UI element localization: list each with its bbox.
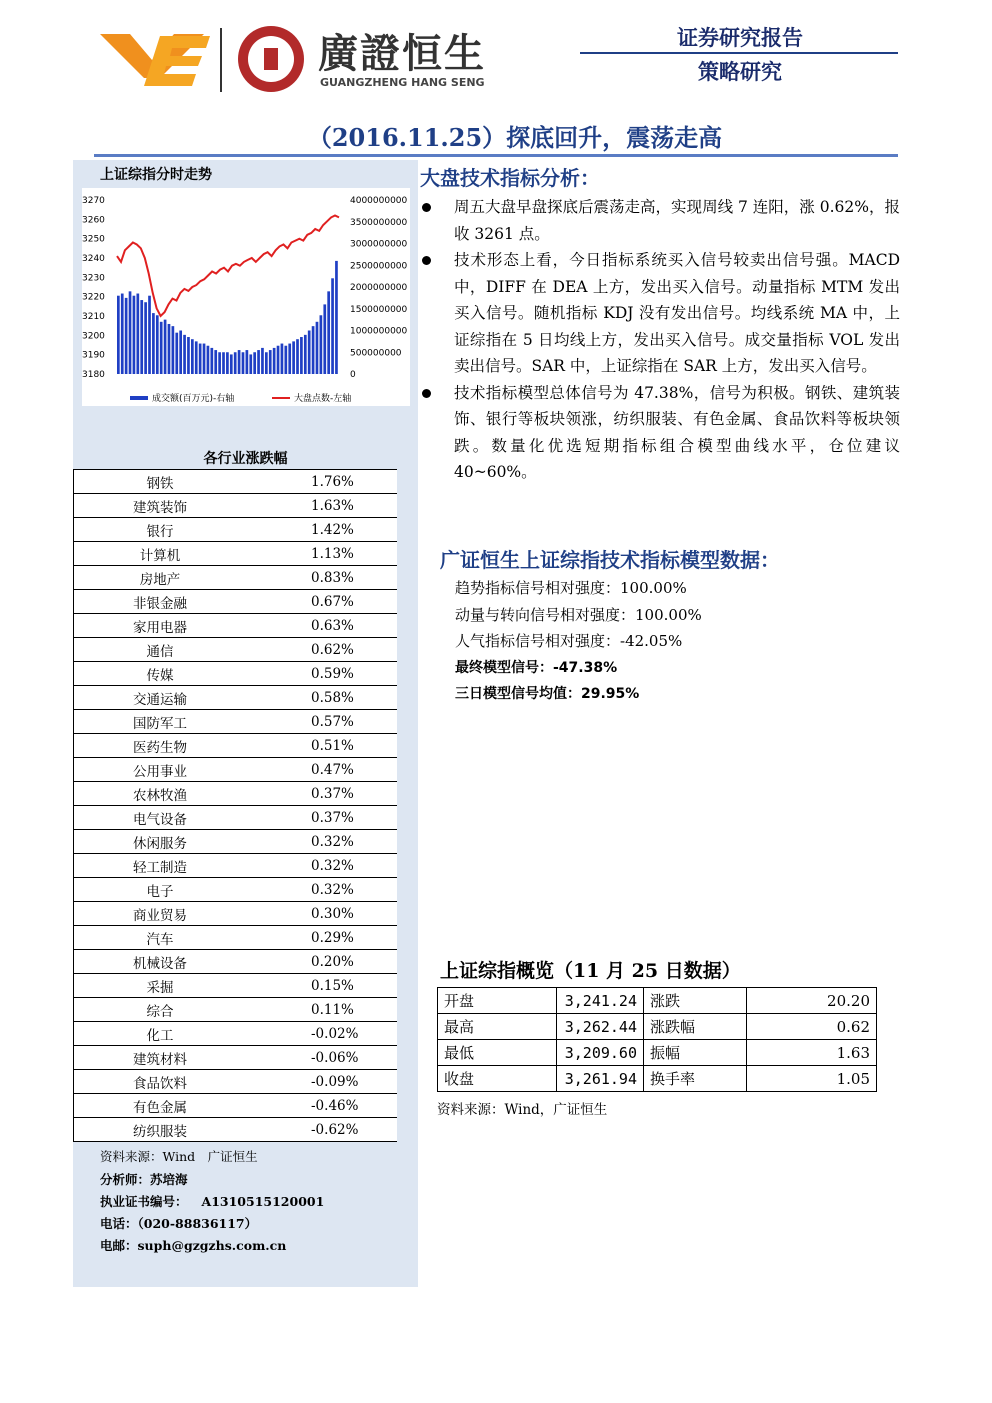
right-axis-tick-label: 4000000000 xyxy=(350,196,408,206)
volume-bar xyxy=(121,294,124,374)
industry-change: 0.58% xyxy=(246,686,397,710)
industry-change: 0.51% xyxy=(246,734,397,758)
volume-bar xyxy=(183,335,186,374)
volume-bar xyxy=(172,326,175,374)
volume-bar xyxy=(327,291,330,374)
table-row xyxy=(74,638,398,662)
overview-label: 最低 xyxy=(438,1040,557,1066)
volume-bar xyxy=(331,278,334,374)
industry-change: -0.62% xyxy=(246,1118,397,1142)
volume-bar xyxy=(308,331,311,375)
industry-name: 电子 xyxy=(74,878,247,902)
cert-line xyxy=(100,1192,324,1210)
volume-bar xyxy=(273,348,276,374)
cert-number: A1310515120001 xyxy=(201,1194,325,1209)
industry-name: 医药生物 xyxy=(74,734,247,758)
industry-change: 0.62% xyxy=(246,638,397,662)
table-row xyxy=(438,1014,877,1040)
volume-bar xyxy=(284,346,287,374)
header-divider xyxy=(580,52,898,54)
list-item xyxy=(418,194,900,247)
industry-name: 电气设备 xyxy=(74,806,247,830)
industry-name: 银行 xyxy=(74,518,247,542)
overview-value: 20.20 xyxy=(747,988,877,1014)
right-axis-tick-label: 0 xyxy=(350,370,356,380)
volume-bar xyxy=(133,296,136,374)
bullet-icon xyxy=(422,389,431,398)
industry-change: 0.83% xyxy=(246,566,397,590)
table-row xyxy=(74,1046,398,1070)
bullet-icon xyxy=(422,203,431,212)
table-row xyxy=(438,988,877,1014)
bullet-text: 周五大盘早盘探底后震荡走高，实现周线 7 连阳，涨 0.62%，报收 3261 点。 xyxy=(454,198,900,243)
volume-bar xyxy=(304,335,307,374)
table-row xyxy=(74,710,398,734)
volume-bar xyxy=(195,341,198,374)
ye-logo xyxy=(100,26,210,98)
table-row xyxy=(74,734,398,758)
table-row xyxy=(74,686,398,710)
industry-change: 1.13% xyxy=(246,542,397,566)
page-title: （2016.11.25）探底回升，震荡走高 xyxy=(307,123,723,152)
industry-change: 0.37% xyxy=(246,782,397,806)
table-row xyxy=(74,998,398,1022)
industry-name: 建筑装饰 xyxy=(74,494,247,518)
volume-bar xyxy=(265,352,268,374)
volume-bar xyxy=(230,354,233,374)
intraday-chart-svg xyxy=(82,188,410,406)
tech-analysis-list xyxy=(418,194,900,486)
left-axis-tick-label: 3230 xyxy=(82,273,105,284)
industry-name: 有色金属 xyxy=(74,1094,247,1118)
final-model-signal: 最终模型信号：-47.38% xyxy=(455,660,618,676)
report-type: 证券研究报告 xyxy=(677,26,803,50)
left-axis-tick-label: 3250 xyxy=(82,234,105,245)
overview-label: 开盘 xyxy=(438,988,557,1014)
industry-change: 0.57% xyxy=(246,710,397,734)
industry-name: 商业贸易 xyxy=(74,902,247,926)
phone-number: （020-88836117） xyxy=(137,1216,258,1231)
volume-bar xyxy=(164,320,167,374)
table-row xyxy=(74,758,398,782)
industry-change: 0.11% xyxy=(246,998,397,1022)
table-row xyxy=(74,830,398,854)
industry-name: 综合 xyxy=(74,998,247,1022)
industry-name: 建筑材料 xyxy=(74,1046,247,1070)
volume-bar xyxy=(281,344,284,374)
sidebar-source: 资料来源：Wind 广证恒生 xyxy=(100,1149,258,1164)
volume-bar xyxy=(214,350,217,374)
industry-name: 公用事业 xyxy=(74,758,247,782)
industry-change: -0.09% xyxy=(246,1070,397,1094)
volume-bar xyxy=(238,350,241,374)
table-row xyxy=(74,662,398,686)
report-category: 策略研究 xyxy=(698,60,782,84)
industry-change: 0.59% xyxy=(246,662,397,686)
email-label: 电邮： xyxy=(100,1238,138,1253)
cert-label: 执业证书编号： xyxy=(100,1194,188,1209)
industry-change: 0.29% xyxy=(246,926,397,950)
volume-bar xyxy=(300,337,303,374)
volume-bar xyxy=(140,300,143,374)
overview-label: 收盘 xyxy=(438,1066,557,1092)
bullet-icon xyxy=(422,256,431,265)
industry-name: 食品饮料 xyxy=(74,1070,247,1094)
table-row xyxy=(438,1040,877,1066)
industry-change: -0.06% xyxy=(246,1046,397,1070)
table-row xyxy=(74,542,398,566)
volume-bar xyxy=(203,344,206,374)
industry-table-title: 各行业涨跌幅 xyxy=(203,451,288,467)
table-row xyxy=(74,926,398,950)
list-item xyxy=(418,247,900,380)
industry-name: 交通运输 xyxy=(74,686,247,710)
industry-name: 汽车 xyxy=(74,926,247,950)
overview-label: 换手率 xyxy=(644,1066,747,1092)
industry-change: -0.02% xyxy=(246,1022,397,1046)
volume-bar xyxy=(152,313,155,374)
table-row xyxy=(74,950,398,974)
intraday-chart xyxy=(82,188,410,406)
volume-bar xyxy=(210,348,213,374)
brand-name-en: GUANGZHENG HANG SENG xyxy=(320,76,485,89)
overview-label: 涨跌 xyxy=(644,988,747,1014)
overview-value: 3,241.24 xyxy=(557,988,644,1014)
industry-name: 房地产 xyxy=(74,566,247,590)
table-row xyxy=(438,1066,877,1092)
overview-value: 0.62 xyxy=(747,1014,877,1040)
table-row xyxy=(74,614,398,638)
volume-bar xyxy=(253,352,256,374)
overview-table xyxy=(437,987,877,1092)
three-day-signal: 三日模型信号均值：29.95% xyxy=(455,686,640,702)
logo-divider xyxy=(220,28,222,92)
industry-name: 钢铁 xyxy=(74,470,247,494)
industry-name: 农林牧渔 xyxy=(74,782,247,806)
volume-bar xyxy=(277,346,280,374)
volume-bar xyxy=(288,344,291,374)
momentum-strength: 动量与转向信号相对强度：100.00% xyxy=(455,606,702,624)
industry-name: 通信 xyxy=(74,638,247,662)
table-row xyxy=(74,878,398,902)
volume-bar xyxy=(218,352,221,374)
trend-strength: 趋势指标信号相对强度：100.00% xyxy=(455,579,687,597)
industry-change: 0.30% xyxy=(246,902,397,926)
overview-value: 3,262.44 xyxy=(557,1014,644,1040)
table-row xyxy=(74,1022,398,1046)
table-row xyxy=(74,590,398,614)
volume-bar xyxy=(292,341,295,374)
volume-bar xyxy=(323,304,326,374)
industry-name: 纺织服装 xyxy=(74,1118,247,1142)
left-axis-tick-label: 3270 xyxy=(82,196,105,206)
industry-change: 1.42% xyxy=(246,518,397,542)
table-row xyxy=(74,518,398,542)
left-axis-tick-label: 3210 xyxy=(82,312,105,322)
company-seal-icon xyxy=(238,26,304,92)
bullet-text: 技术形态上看，今日指标系统买入信号较卖出信号强。MACD 中，DIFF 在 DEA 上方，发出买入信号。动量指标 MTM 发出买入信号。随机指标 KDJ 没有发出信号。均线系统 MA 中，上证综指在 5 日均线上方，发出买入信号。成交量指标 VOL 发出卖出信号。SAR 中，上证综指在 SAR 上方，发出买入信号。 xyxy=(454,251,900,375)
industry-name: 休闲服务 xyxy=(74,830,247,854)
table-row xyxy=(74,1094,398,1118)
bullet-text: 技术指标模型总体信号为 47.38%，信号为积极。钢铁、建筑装饰、银行等板块领涨，纺织服装、有色金属、食品饮料等板块领跌。数量化优选短期指标组合模型曲线水平，仓位建议 40~60%。 xyxy=(454,383,900,481)
volume-bar xyxy=(144,302,147,374)
legend-label-volume: 成交额(百万元)-右轴 xyxy=(152,394,235,404)
volume-bar xyxy=(187,337,190,374)
overview-label: 振幅 xyxy=(644,1040,747,1066)
volume-bar xyxy=(269,350,272,374)
volume-bar xyxy=(226,352,229,374)
right-axis-tick-label: 1000000000 xyxy=(350,326,408,337)
industry-name: 国防军工 xyxy=(74,710,247,734)
volume-bar xyxy=(242,352,245,374)
volume-bar xyxy=(261,348,264,374)
industry-name: 传媒 xyxy=(74,662,247,686)
tech-analysis-heading: 大盘技术指标分析： xyxy=(420,166,600,190)
right-axis-tick-label: 3500000000 xyxy=(350,217,408,228)
volume-bar xyxy=(199,344,202,374)
phone-label: 电话： xyxy=(100,1216,138,1231)
industry-change: -0.46% xyxy=(246,1094,397,1118)
analyst-label: 分析师： xyxy=(100,1172,151,1187)
volume-bar xyxy=(175,333,178,374)
volume-bar xyxy=(160,322,163,374)
volume-bar xyxy=(148,296,151,374)
table-row xyxy=(74,494,398,518)
popularity-strength: 人气指标信号相对强度：-42.05% xyxy=(455,632,683,650)
volume-bar xyxy=(335,261,338,374)
right-axis-tick-label: 3000000000 xyxy=(350,239,408,250)
phone-line xyxy=(100,1214,257,1232)
volume-bar xyxy=(207,346,210,374)
industry-name: 非银金融 xyxy=(74,590,247,614)
list-item xyxy=(418,380,900,486)
left-axis-tick-label: 3190 xyxy=(82,350,105,361)
legend-swatch-volume xyxy=(130,396,148,400)
industry-change: 0.47% xyxy=(246,758,397,782)
industry-change: 0.32% xyxy=(246,878,397,902)
legend-label-index: 大盘点数-左轴 xyxy=(294,394,352,404)
volume-bar xyxy=(179,331,182,375)
industry-change: 0.15% xyxy=(246,974,397,998)
industry-name: 计算机 xyxy=(74,542,247,566)
table-row xyxy=(74,902,398,926)
email-address[interactable]: suph@gzgzhs.com.cn xyxy=(137,1238,287,1253)
table-row xyxy=(74,1070,398,1094)
volume-bar xyxy=(125,298,128,374)
overview-label: 最高 xyxy=(438,1014,557,1040)
industry-change: 0.32% xyxy=(246,854,397,878)
industry-change: 1.76% xyxy=(246,470,397,494)
right-axis-tick-label: 2500000000 xyxy=(350,261,408,272)
industry-name: 家用电器 xyxy=(74,614,247,638)
right-axis-tick-label: 500000000 xyxy=(350,348,402,359)
volume-bar xyxy=(257,350,260,374)
volume-bar xyxy=(296,339,299,374)
volume-bar xyxy=(168,324,171,374)
overview-value: 3,261.94 xyxy=(557,1066,644,1092)
volume-bar xyxy=(117,296,120,374)
overview-label: 涨跌幅 xyxy=(644,1014,747,1040)
industry-change: 0.32% xyxy=(246,830,397,854)
industry-name: 化工 xyxy=(74,1022,247,1046)
overview-value: 1.05 xyxy=(747,1066,877,1092)
volume-bar xyxy=(222,352,225,374)
volume-bar xyxy=(156,315,159,374)
table-row xyxy=(74,854,398,878)
industry-change: 0.67% xyxy=(246,590,397,614)
right-axis-tick-label: 2000000000 xyxy=(350,283,408,293)
table-row xyxy=(74,782,398,806)
analyst-name: 苏培海 xyxy=(150,1172,188,1187)
table-row xyxy=(74,1118,398,1142)
volume-bar xyxy=(320,315,323,374)
volume-bar xyxy=(249,354,252,374)
industry-change: 0.63% xyxy=(246,614,397,638)
right-axis-tick-label: 1500000000 xyxy=(350,304,408,315)
table-row xyxy=(74,806,398,830)
email-line xyxy=(100,1236,286,1254)
left-axis-tick-label: 3220 xyxy=(82,292,105,303)
analyst-line xyxy=(100,1170,188,1188)
volume-bar xyxy=(316,322,319,374)
brand-name-cn: 廣證恒生 xyxy=(318,31,486,77)
volume-bar xyxy=(234,352,237,374)
industry-name: 轻工制造 xyxy=(74,854,247,878)
table-row xyxy=(74,566,398,590)
title-rule xyxy=(94,154,898,157)
left-axis-tick-label: 3200 xyxy=(82,331,105,342)
volume-bar xyxy=(246,350,249,374)
volume-bar xyxy=(136,294,139,374)
industry-change: 1.63% xyxy=(246,494,397,518)
left-axis-tick-label: 3260 xyxy=(82,215,105,226)
volume-bar xyxy=(129,291,132,374)
chart-title: 上证综指分时走势 xyxy=(100,167,212,183)
volume-bar xyxy=(312,326,315,374)
industry-change: 0.20% xyxy=(246,950,397,974)
overview-value: 3,209.60 xyxy=(557,1040,644,1066)
volume-bar xyxy=(191,339,194,374)
left-axis-tick-label: 3180 xyxy=(82,370,105,380)
table-row xyxy=(74,470,398,494)
overview-source: 资料来源：Wind，广证恒生 xyxy=(437,1102,608,1118)
overview-heading: 上证综指概览（11 月 25 日数据） xyxy=(440,960,741,982)
industry-change: 0.37% xyxy=(246,806,397,830)
industry-table xyxy=(73,469,397,1142)
model-heading: 广证恒生上证综指技术指标模型数据： xyxy=(440,548,780,572)
industry-name: 机械设备 xyxy=(74,950,247,974)
left-axis-tick-label: 3240 xyxy=(82,254,105,264)
overview-value: 1.63 xyxy=(747,1040,877,1066)
industry-name: 采掘 xyxy=(74,974,247,998)
table-row xyxy=(74,974,398,998)
